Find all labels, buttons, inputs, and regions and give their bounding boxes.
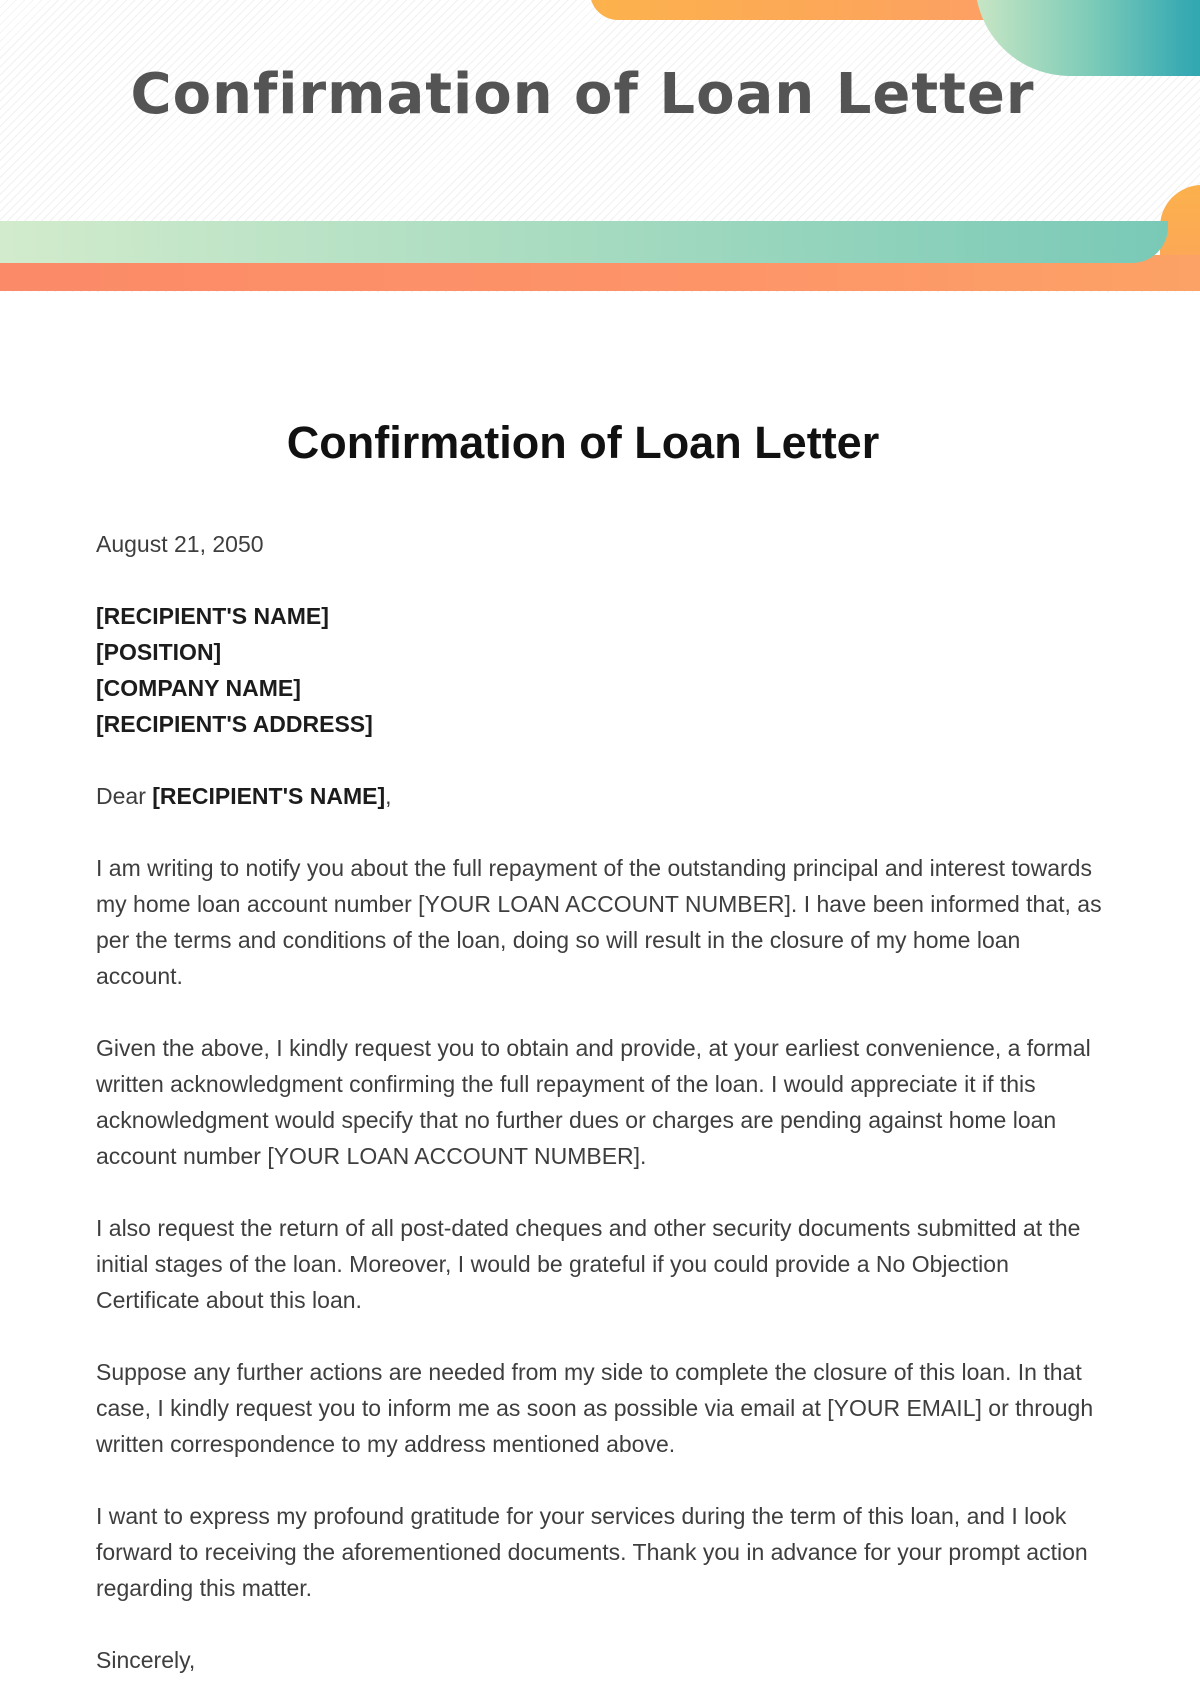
closing: Sincerely, [96,1647,196,1673]
header-title: Confirmation of Loan Letter [130,62,1035,127]
salutation-suffix: , [385,783,392,809]
decorative-green-band [0,221,1168,263]
header-banner [0,0,1200,292]
paragraph: I want to express my profound gratitude for your services during the term of this loan, and I look forward to receiving the aforementioned documents. Thank you in advance for your prompt action regarding this matter. [96,1503,1088,1601]
paragraph: Given the above, I kindly request you to obtain and provide, at your earliest convenience, a formal written acknowledgment confirming the full repayment of the loan. I would appreciate it if this acknowledgment would specify that no further dues or charges are pending against home loan account number [YOUR LOAN ACCOUNT NUMBER]. [96,1035,1091,1169]
salutation-name: [RECIPIENT'S NAME] [152,783,386,809]
letter-date: August 21, 2050 [96,531,264,557]
paragraph: Suppose any further actions are needed from my side to complete the closure of this loan. In that case, I kindly request you to inform me as soon as possible via email at [YOUR EMAIL] or through written correspondence to my address mentioned above. [96,1359,1094,1457]
recipient-company: [COMPANY NAME] [96,675,301,701]
salutation-prefix: Dear [96,783,153,809]
salutation [96,778,1106,814]
letter-title: Confirmation of Loan Letter [286,417,880,468]
paragraph: I also request the return of all post-dated cheques and other security documents submitted at the initial stages of the loan. Moreover, I would be grateful if you could provide a No Objection Certificate about this loan. [96,1215,1081,1313]
recipient-address: [RECIPIENT'S ADDRESS] [96,711,373,737]
paragraph: I am writing to notify you about the full repayment of the outstanding principal and interest towards my home loan account number [YOUR LOAN ACCOUNT NUMBER]. I have been informed that, as per the terms and conditions of the loan, doing so will result in the closure of my home loan account. [96,855,1102,989]
recipient-position: [POSITION] [96,639,222,665]
letter-body [96,412,1106,1678]
recipient-block [96,598,1106,742]
recipient-name: [RECIPIENT'S NAME] [96,603,329,629]
